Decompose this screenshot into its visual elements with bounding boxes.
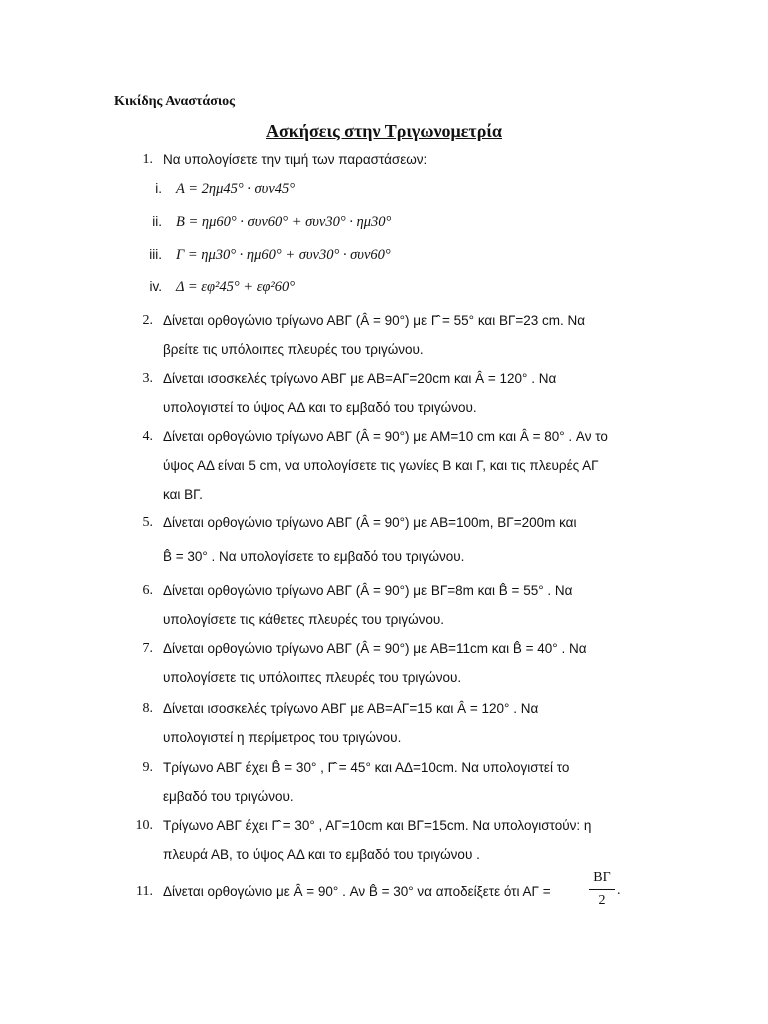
author-name: Κικίδης Αναστάσιος bbox=[114, 94, 236, 109]
exercise-number: 7. bbox=[142, 641, 153, 656]
exercise-text: Τρίγωνο ΑΒΓ έχει Γ̂ = 30° , ΑΓ=10cm και ΒΓ=15cm. Να υπολογιστούν: η bbox=[163, 818, 592, 833]
fraction-numerator: ΒΓ bbox=[593, 870, 611, 885]
exercise-text: και ΒΓ. bbox=[163, 487, 203, 502]
trailing-period: . bbox=[617, 883, 621, 898]
exercise-text: Δίνεται ορθογώνιο τρίγωνο ΑΒΓ (Â = 90°) με ΑΒ=100m, ΒΓ=200m και bbox=[163, 515, 577, 530]
item-label: i. bbox=[155, 181, 162, 196]
exercise-text: υπολογιστεί το ύψος ΑΔ και το εμβαδό του τριγώνου. bbox=[163, 400, 477, 415]
exercise-text: Δίνεται ορθογώνιο τρίγωνο ΑΒΓ (Â = 90°) με ΑΒ=11cm και B̂ = 40° . Να bbox=[163, 641, 587, 656]
exercise-number: 5. bbox=[142, 515, 153, 530]
exercise-number: 4. bbox=[142, 429, 153, 444]
expression: B = ημ60° · συν60° + συν30° · ημ30° bbox=[176, 214, 392, 230]
item-label: iv. bbox=[149, 279, 162, 294]
exercise-number: 8. bbox=[142, 701, 153, 716]
exercise-number: 11. bbox=[136, 884, 153, 899]
exercise-text: ύψος ΑΔ είναι 5 cm, να υπολογίσετε τις γωνίες Β και Γ, και τις πλευρές ΑΓ bbox=[163, 458, 599, 473]
fraction-denominator: 2 bbox=[598, 893, 606, 908]
expression: Γ = ημ30° · ημ60° + συν30° · συν60° bbox=[176, 247, 391, 263]
exercise-number: 6. bbox=[142, 583, 153, 598]
expression: Δ = εφ²45° + εφ²60° bbox=[176, 279, 296, 295]
exercise-text: Δίνεται ορθογώνιο τρίγωνο ΑΒΓ (Â = 90°) με ΑΜ=10 cm και Â = 80° . Αν το bbox=[163, 429, 608, 444]
item-label: ii. bbox=[152, 214, 162, 229]
exercise-text: πλευρά ΑΒ, το ύψος ΑΔ και το εμβαδό του τριγώνου . bbox=[163, 847, 480, 862]
exercise-text: Δίνεται ορθογώνιο τρίγωνο ΑΒΓ (Â = 90°) με ΒΓ=8m και B̂ = 55° . Να bbox=[163, 583, 573, 598]
exercise-number: 9. bbox=[142, 760, 153, 775]
exercise-text: Δίνεται ορθογώνιο τρίγωνο ΑΒΓ (Â = 90°) με Γ̂ = 55° και ΒΓ=23 cm. Να bbox=[163, 313, 586, 328]
exercise-text: Να υπολογίσετε την τιμή των παραστάσεων: bbox=[163, 152, 428, 167]
page-title: Ασκήσεις στην Τριγωνομετρία bbox=[266, 121, 502, 141]
exercise-text: B̂ = 30° . Να υπολογίσετε το εμβαδό του τριγώνου. bbox=[163, 549, 465, 564]
fraction bbox=[589, 870, 615, 909]
exercise-number: 1. bbox=[142, 152, 153, 167]
exercise-text: βρείτε τις υπόλοιπες πλευρές του τριγώνου. bbox=[163, 342, 424, 357]
exercise-text: εμβαδό του τριγώνου. bbox=[163, 789, 294, 804]
exercise-number: 10. bbox=[135, 818, 153, 833]
exercise-number: 3. bbox=[142, 371, 153, 386]
expression: A = 2ημ45° · συν45° bbox=[176, 181, 296, 197]
fraction-bar bbox=[589, 889, 615, 890]
exercise-text: Δίνεται ισοσκελές τρίγωνο ΑΒΓ με ΑΒ=ΑΓ=15 και Â = 120° . Να bbox=[163, 701, 539, 716]
exercise-text: Τρίγωνο ΑΒΓ έχει B̂ = 30° , Γ̂ = 45° και ΑΔ=10cm. Να υπολογιστεί το bbox=[163, 760, 570, 775]
exercise-text: Δίνεται ορθογώνιο με Â = 90° . Αν B̂ = 30° να αποδείξετε ότι ΑΓ = bbox=[163, 884, 551, 899]
exercise-text: Δίνεται ισοσκελές τρίγωνο ΑΒΓ με ΑΒ=ΑΓ=20cm και Â = 120° . Να bbox=[163, 371, 557, 386]
exercise-text: υπολογίσετε τις υπόλοιπες πλευρές του τριγώνου. bbox=[163, 670, 462, 685]
exercise-number: 2. bbox=[142, 313, 153, 328]
item-label: iii. bbox=[149, 247, 162, 262]
exercise-text: υπολογιστεί η περίμετρος του τριγώνου. bbox=[163, 730, 402, 745]
exercise-text: υπολογίσετε τις κάθετες πλευρές του τριγώνου. bbox=[163, 612, 445, 627]
